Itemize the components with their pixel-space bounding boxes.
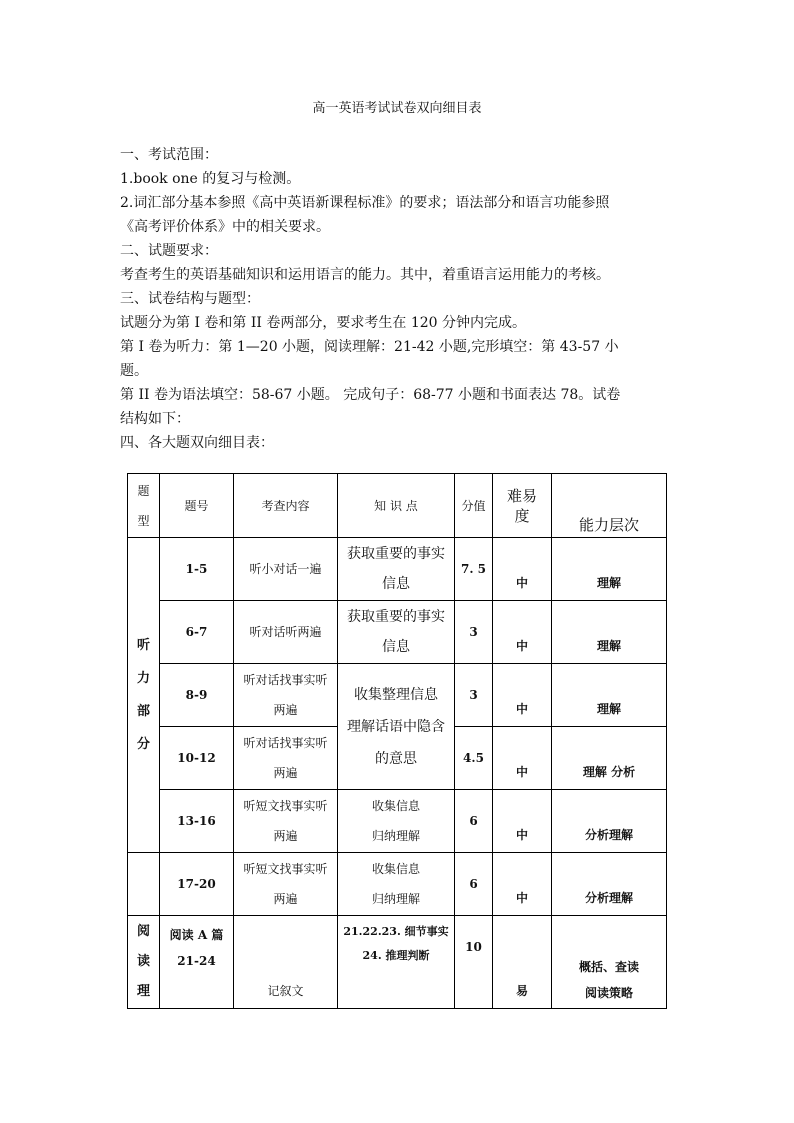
paragraph: 考查考生的英语基础知识和运用语言的能力。其中，着重语言运用能力的考核。 [120,267,610,283]
table-row [128,916,667,1009]
cell-difficulty: 易 [493,916,552,1009]
cell-number: 6-7 [160,601,234,664]
cell-content: 听对话找事实听 两遍 [234,727,338,790]
table-row [128,853,667,916]
cell-knowledge: 获取重要的事实 信息 [338,601,455,664]
cell-score: 3 [455,664,493,727]
listening-section-label: 听 力 部 分 [128,538,160,853]
cell-ability: 理解 [552,601,667,664]
cell-ability: 理解 [552,664,667,727]
cell-score: 3 [455,601,493,664]
cell-difficulty: 中 [493,790,552,853]
cell-content: 记叙文 [234,916,338,1009]
cell-number: 13-16 [160,790,234,853]
cell-difficulty: 中 [493,853,552,916]
cell-knowledge: 21.22.23. 细节事实 24. 推理判断 [338,916,455,1009]
cell-ability: 理解 分析 [552,727,667,790]
cell-number: 阅读 A 篇 21-24 [160,916,234,1009]
paragraph: 1.book one 的复习与检测。 [120,171,301,187]
cell-knowledge: 收集信息 归纳理解 [338,853,455,916]
cell-ability: 分析理解 [552,790,667,853]
paragraph: 试题分为第 I 卷和第 II 卷两部分，要求考生在 120 分钟内完成。 [120,315,527,331]
header-score: 分值 [455,474,493,538]
table-header-row [128,474,667,538]
cell-knowledge-merged: 收集整理信息 理解话语中隐含 的意思 [338,664,455,790]
cell-score: 10 [455,916,493,1009]
cell-difficulty: 中 [493,538,552,601]
cell-difficulty: 中 [493,664,552,727]
cell-score: 6 [455,790,493,853]
header-content: 考查内容 [234,474,338,538]
cell-ability: 理解 [552,538,667,601]
cell-difficulty: 中 [493,601,552,664]
cell-score: 4.5 [455,727,493,790]
cell-number: 10-12 [160,727,234,790]
paragraph: 结构如下： [120,411,190,427]
header-type: 题 型 [128,474,160,538]
paragraph: 第 II 卷为语法填空：58-67 小题。 完成句子：68-77 小题和书面表达 78。试卷 [120,387,621,403]
cell-difficulty: 中 [493,727,552,790]
reading-section-label: 阅 读 理 [128,916,160,1009]
header-ability: 能力层次 [552,474,667,538]
cell-score: 7. 5 [455,538,493,601]
paragraph: 题。 [120,363,148,379]
cell-knowledge: 收集信息 归纳理解 [338,790,455,853]
spec-table [127,473,667,1009]
cell-score: 6 [455,853,493,916]
table-row [128,601,667,664]
cell-number: 1-5 [160,538,234,601]
cell-ability: 概括、查读 阅读策略 [552,916,667,1009]
cell-type-empty [128,853,160,916]
cell-content: 听短文找事实听 两遍 [234,853,338,916]
section-heading: 三、试卷结构与题型： [120,291,260,307]
paragraph: 第 I 卷为听力：第 1—20 小题，阅读理解：21-42 小题,完形填空：第 43-57 小 [120,339,619,355]
cell-ability: 分析理解 [552,853,667,916]
cell-knowledge: 获取重要的事实 信息 [338,538,455,601]
table-row [128,538,667,601]
cell-number: 8-9 [160,664,234,727]
section-heading: 四、各大题双向细目表： [120,435,274,451]
cell-content: 听对话听两遍 [234,601,338,664]
header-knowledge: 知 识 点 [338,474,455,538]
header-number: 题号 [160,474,234,538]
cell-content: 听小对话一遍 [234,538,338,601]
section-heading: 一、考试范围： [120,147,218,163]
table-row [128,790,667,853]
header-difficulty: 难易 度 [493,474,552,538]
cell-number: 17-20 [160,853,234,916]
table-row [128,664,667,727]
page-title: 高一英语考试试卷双向细目表 [312,101,482,116]
paragraph: 2.词汇部分基本参照《高中英语新课程标准》的要求；语法部分和语言功能参照 [120,195,610,211]
cell-content: 听短文找事实听 两遍 [234,790,338,853]
section-heading: 二、试题要求： [120,243,218,259]
paragraph: 《高考评价体系》中的相关要求。 [120,219,330,235]
cell-content: 听对话找事实听 两遍 [234,664,338,727]
document-body [120,143,680,455]
